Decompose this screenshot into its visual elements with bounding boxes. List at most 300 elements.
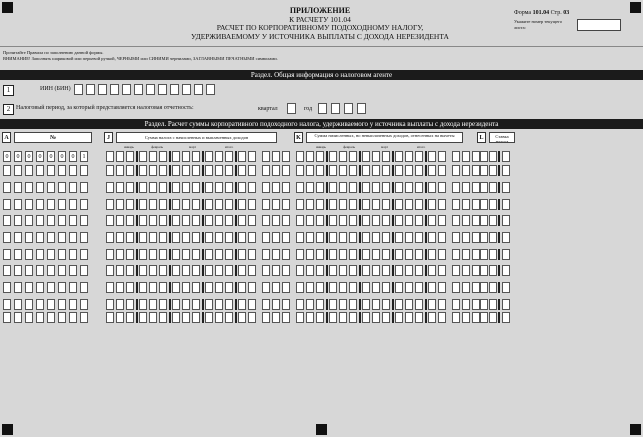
tax-rate-digit[interactable] — [502, 182, 510, 193]
k-amount-digit[interactable] — [349, 151, 357, 162]
iin-bin-digit-box[interactable] — [122, 84, 131, 95]
j-amount-digit[interactable] — [106, 182, 114, 193]
k-amount-digit[interactable] — [372, 165, 380, 176]
k-amount-digit[interactable] — [382, 232, 390, 243]
j-amount-digit[interactable] — [106, 249, 114, 260]
row-number-digit[interactable] — [36, 282, 44, 293]
k-amount-digit[interactable] — [438, 151, 446, 162]
k-amount-digit[interactable] — [339, 151, 347, 162]
j-amount-digit[interactable] — [172, 299, 180, 310]
k-amount-digit[interactable] — [428, 182, 436, 193]
k-amount-digit[interactable] — [452, 249, 460, 260]
j-amount-digit[interactable] — [248, 282, 256, 293]
j-amount-digit[interactable] — [159, 312, 167, 323]
k-amount-digit[interactable] — [339, 165, 347, 176]
j-amount-digit[interactable] — [205, 249, 213, 260]
k-amount-digit[interactable] — [438, 232, 446, 243]
k-amount-digit[interactable] — [428, 312, 436, 323]
j-amount-digit[interactable] — [272, 249, 280, 260]
j-amount-digit[interactable] — [272, 165, 280, 176]
k-amount-digit[interactable] — [362, 249, 370, 260]
k-amount-digit[interactable] — [395, 182, 403, 193]
tax-rate-digit[interactable] — [489, 215, 497, 226]
row-number-digit[interactable] — [58, 299, 66, 310]
tax-rate-digit[interactable] — [489, 249, 497, 260]
j-amount-digit[interactable] — [225, 249, 233, 260]
j-amount-digit[interactable] — [225, 282, 233, 293]
k-amount-digit[interactable] — [316, 182, 324, 193]
j-amount-digit[interactable] — [139, 182, 147, 193]
k-amount-digit[interactable] — [306, 215, 314, 226]
row-number-digit[interactable] — [3, 199, 11, 210]
j-amount-digit[interactable] — [262, 165, 270, 176]
k-amount-digit[interactable] — [349, 282, 357, 293]
row-number-digit[interactable] — [36, 232, 44, 243]
tax-rate-digit[interactable] — [489, 282, 497, 293]
row-number-digit[interactable] — [14, 215, 22, 226]
j-amount-digit[interactable] — [139, 282, 147, 293]
year-input-digit-1[interactable] — [318, 103, 327, 114]
j-amount-digit[interactable] — [126, 199, 134, 210]
k-amount-digit[interactable] — [329, 312, 337, 323]
row-number-digit[interactable] — [3, 265, 11, 276]
j-amount-digit[interactable] — [149, 265, 157, 276]
k-amount-digit[interactable] — [382, 312, 390, 323]
k-amount-digit[interactable] — [472, 182, 480, 193]
row-number-digit[interactable] — [58, 182, 66, 193]
j-amount-digit[interactable] — [238, 215, 246, 226]
j-amount-digit[interactable] — [149, 299, 157, 310]
j-amount-digit[interactable] — [126, 232, 134, 243]
j-amount-digit[interactable] — [172, 312, 180, 323]
k-amount-digit[interactable] — [428, 215, 436, 226]
k-amount-digit[interactable] — [339, 232, 347, 243]
row-number-digit[interactable] — [69, 249, 77, 260]
j-amount-digit[interactable] — [149, 165, 157, 176]
row-number-digit[interactable] — [80, 265, 88, 276]
k-amount-digit[interactable] — [339, 299, 347, 310]
row-number-digit[interactable] — [58, 232, 66, 243]
row-number-digit[interactable] — [69, 265, 77, 276]
k-amount-digit[interactable] — [462, 165, 470, 176]
j-amount-digit[interactable] — [262, 299, 270, 310]
row-number-digit[interactable] — [69, 312, 77, 323]
j-amount-digit[interactable] — [139, 249, 147, 260]
row-number-digit[interactable] — [80, 299, 88, 310]
k-amount-digit[interactable] — [415, 182, 423, 193]
j-amount-digit[interactable] — [116, 165, 124, 176]
row-number-digit[interactable] — [36, 199, 44, 210]
tax-rate-digit[interactable] — [502, 165, 510, 176]
row-number-digit[interactable] — [14, 199, 22, 210]
k-amount-digit[interactable] — [382, 249, 390, 260]
row-number-digit[interactable] — [80, 232, 88, 243]
row-number-digit[interactable] — [3, 299, 11, 310]
j-amount-digit[interactable] — [205, 151, 213, 162]
j-amount-digit[interactable] — [205, 165, 213, 176]
k-amount-digit[interactable] — [415, 312, 423, 323]
k-amount-digit[interactable] — [339, 182, 347, 193]
k-amount-digit[interactable] — [415, 265, 423, 276]
j-amount-digit[interactable] — [116, 182, 124, 193]
k-amount-digit[interactable] — [316, 215, 324, 226]
j-amount-digit[interactable] — [172, 282, 180, 293]
j-amount-digit[interactable] — [205, 182, 213, 193]
k-amount-digit[interactable] — [428, 299, 436, 310]
tax-rate-digit[interactable] — [489, 232, 497, 243]
row-number-digit[interactable] — [69, 199, 77, 210]
k-amount-digit[interactable] — [438, 282, 446, 293]
j-amount-digit[interactable] — [248, 312, 256, 323]
j-amount-digit[interactable] — [282, 215, 290, 226]
k-amount-digit[interactable] — [316, 249, 324, 260]
j-amount-digit[interactable] — [215, 312, 223, 323]
j-amount-digit[interactable] — [272, 199, 280, 210]
row-number-digit[interactable] — [3, 182, 11, 193]
j-amount-digit[interactable] — [205, 199, 213, 210]
j-amount-digit[interactable] — [248, 265, 256, 276]
k-amount-digit[interactable] — [452, 232, 460, 243]
row-number-digit[interactable] — [14, 232, 22, 243]
j-amount-digit[interactable] — [192, 265, 200, 276]
k-amount-digit[interactable] — [415, 232, 423, 243]
tax-rate-digit[interactable] — [480, 215, 488, 226]
j-amount-digit[interactable] — [225, 312, 233, 323]
k-amount-digit[interactable] — [472, 249, 480, 260]
row-number-digit[interactable] — [58, 312, 66, 323]
k-amount-digit[interactable] — [438, 265, 446, 276]
k-amount-digit[interactable] — [472, 299, 480, 310]
row-number-digit[interactable]: 0 — [3, 151, 11, 162]
tax-rate-digit[interactable] — [480, 312, 488, 323]
row-number-digit[interactable] — [80, 312, 88, 323]
k-amount-digit[interactable] — [362, 182, 370, 193]
k-amount-digit[interactable] — [462, 265, 470, 276]
row-number-digit[interactable] — [58, 265, 66, 276]
row-number-digit[interactable] — [3, 232, 11, 243]
j-amount-digit[interactable] — [262, 151, 270, 162]
j-amount-digit[interactable] — [272, 312, 280, 323]
k-amount-digit[interactable] — [472, 151, 480, 162]
tax-rate-digit[interactable] — [502, 299, 510, 310]
j-amount-digit[interactable] — [106, 199, 114, 210]
row-number-digit[interactable] — [58, 199, 66, 210]
j-amount-digit[interactable] — [159, 151, 167, 162]
k-amount-digit[interactable] — [462, 182, 470, 193]
k-amount-digit[interactable] — [349, 312, 357, 323]
row-number-digit[interactable] — [3, 165, 11, 176]
tax-rate-digit[interactable] — [489, 151, 497, 162]
j-amount-digit[interactable] — [272, 215, 280, 226]
j-amount-digit[interactable] — [139, 265, 147, 276]
tax-rate-digit[interactable] — [480, 165, 488, 176]
j-amount-digit[interactable] — [172, 199, 180, 210]
j-amount-digit[interactable] — [192, 215, 200, 226]
row-number-digit[interactable] — [3, 312, 11, 323]
iin-bin-digit-box[interactable] — [170, 84, 179, 95]
tax-rate-digit[interactable] — [480, 232, 488, 243]
j-amount-digit[interactable] — [182, 151, 190, 162]
j-amount-digit[interactable] — [139, 151, 147, 162]
year-input-digit-3[interactable] — [344, 103, 353, 114]
j-amount-digit[interactable] — [282, 299, 290, 310]
k-amount-digit[interactable] — [339, 199, 347, 210]
row-number-digit[interactable] — [58, 165, 66, 176]
row-number-digit[interactable] — [14, 182, 22, 193]
k-amount-digit[interactable] — [296, 249, 304, 260]
k-amount-digit[interactable] — [405, 232, 413, 243]
j-amount-digit[interactable] — [215, 299, 223, 310]
iin-bin-digit-box[interactable] — [182, 84, 191, 95]
j-amount-digit[interactable] — [192, 165, 200, 176]
row-number-digit[interactable] — [25, 182, 33, 193]
j-amount-digit[interactable] — [116, 265, 124, 276]
row-number-digit[interactable]: 1 — [80, 151, 88, 162]
j-amount-digit[interactable] — [159, 299, 167, 310]
k-amount-digit[interactable] — [438, 299, 446, 310]
row-number-digit[interactable] — [80, 199, 88, 210]
tax-rate-digit[interactable] — [489, 199, 497, 210]
j-amount-digit[interactable] — [116, 232, 124, 243]
iin-bin-digit-box[interactable] — [86, 84, 95, 95]
k-amount-digit[interactable] — [372, 151, 380, 162]
j-amount-digit[interactable] — [272, 265, 280, 276]
j-amount-digit[interactable] — [159, 199, 167, 210]
j-amount-digit[interactable] — [248, 199, 256, 210]
j-amount-digit[interactable] — [225, 232, 233, 243]
j-amount-digit[interactable] — [238, 265, 246, 276]
j-amount-digit[interactable] — [172, 249, 180, 260]
k-amount-digit[interactable] — [438, 182, 446, 193]
k-amount-digit[interactable] — [472, 282, 480, 293]
iin-bin-digit-box[interactable] — [146, 84, 155, 95]
k-amount-digit[interactable] — [296, 299, 304, 310]
k-amount-digit[interactable] — [438, 312, 446, 323]
row-number-digit[interactable] — [69, 282, 77, 293]
j-amount-digit[interactable] — [272, 182, 280, 193]
tax-rate-digit[interactable] — [489, 182, 497, 193]
tax-rate-digit[interactable] — [502, 151, 510, 162]
k-amount-digit[interactable] — [405, 282, 413, 293]
k-amount-digit[interactable] — [349, 199, 357, 210]
j-amount-digit[interactable] — [215, 199, 223, 210]
row-number-digit[interactable]: 0 — [58, 151, 66, 162]
k-amount-digit[interactable] — [405, 199, 413, 210]
k-amount-digit[interactable] — [382, 165, 390, 176]
row-number-digit[interactable] — [25, 312, 33, 323]
k-amount-digit[interactable] — [462, 151, 470, 162]
j-amount-digit[interactable] — [182, 165, 190, 176]
k-amount-digit[interactable] — [329, 215, 337, 226]
row-number-digit[interactable] — [47, 282, 55, 293]
j-amount-digit[interactable] — [182, 232, 190, 243]
k-amount-digit[interactable] — [382, 215, 390, 226]
k-amount-digit[interactable] — [382, 299, 390, 310]
k-amount-digit[interactable] — [306, 299, 314, 310]
j-amount-digit[interactable] — [139, 165, 147, 176]
row-number-digit[interactable] — [69, 232, 77, 243]
k-amount-digit[interactable] — [316, 299, 324, 310]
k-amount-digit[interactable] — [382, 151, 390, 162]
k-amount-digit[interactable] — [349, 165, 357, 176]
k-amount-digit[interactable] — [306, 182, 314, 193]
k-amount-digit[interactable] — [415, 151, 423, 162]
k-amount-digit[interactable] — [306, 312, 314, 323]
k-amount-digit[interactable] — [349, 299, 357, 310]
k-amount-digit[interactable] — [316, 199, 324, 210]
j-amount-digit[interactable] — [262, 249, 270, 260]
k-amount-digit[interactable] — [372, 312, 380, 323]
k-amount-digit[interactable] — [438, 249, 446, 260]
j-amount-digit[interactable] — [272, 299, 280, 310]
k-amount-digit[interactable] — [395, 232, 403, 243]
k-amount-digit[interactable] — [405, 249, 413, 260]
iin-bin-digit-box[interactable] — [206, 84, 215, 95]
j-amount-digit[interactable] — [126, 182, 134, 193]
row-number-digit[interactable] — [47, 165, 55, 176]
k-amount-digit[interactable] — [462, 282, 470, 293]
j-amount-digit[interactable] — [225, 299, 233, 310]
j-amount-digit[interactable] — [139, 312, 147, 323]
iin-bin-digit-box[interactable] — [134, 84, 143, 95]
j-amount-digit[interactable] — [159, 249, 167, 260]
j-amount-digit[interactable] — [215, 165, 223, 176]
j-amount-digit[interactable] — [159, 215, 167, 226]
k-amount-digit[interactable] — [329, 232, 337, 243]
j-amount-digit[interactable] — [182, 282, 190, 293]
k-amount-digit[interactable] — [438, 215, 446, 226]
k-amount-digit[interactable] — [296, 151, 304, 162]
j-amount-digit[interactable] — [225, 165, 233, 176]
k-amount-digit[interactable] — [372, 299, 380, 310]
k-amount-digit[interactable] — [329, 182, 337, 193]
sheet-number-input[interactable] — [577, 19, 621, 31]
j-amount-digit[interactable] — [106, 265, 114, 276]
k-amount-digit[interactable] — [395, 299, 403, 310]
k-amount-digit[interactable] — [405, 299, 413, 310]
k-amount-digit[interactable] — [395, 312, 403, 323]
j-amount-digit[interactable] — [282, 232, 290, 243]
k-amount-digit[interactable] — [438, 199, 446, 210]
j-amount-digit[interactable] — [149, 282, 157, 293]
tax-rate-digit[interactable] — [480, 265, 488, 276]
k-amount-digit[interactable] — [306, 199, 314, 210]
tax-rate-digit[interactable] — [502, 199, 510, 210]
k-amount-digit[interactable] — [372, 265, 380, 276]
j-amount-digit[interactable] — [225, 215, 233, 226]
j-amount-digit[interactable] — [116, 215, 124, 226]
k-amount-digit[interactable] — [462, 249, 470, 260]
k-amount-digit[interactable] — [452, 215, 460, 226]
j-amount-digit[interactable] — [182, 299, 190, 310]
k-amount-digit[interactable] — [462, 199, 470, 210]
k-amount-digit[interactable] — [472, 312, 480, 323]
k-amount-digit[interactable] — [395, 165, 403, 176]
k-amount-digit[interactable] — [452, 282, 460, 293]
k-amount-digit[interactable] — [415, 165, 423, 176]
j-amount-digit[interactable] — [238, 249, 246, 260]
row-number-digit[interactable] — [47, 199, 55, 210]
k-amount-digit[interactable] — [306, 151, 314, 162]
tax-rate-digit[interactable] — [480, 199, 488, 210]
j-amount-digit[interactable] — [248, 249, 256, 260]
j-amount-digit[interactable] — [106, 232, 114, 243]
k-amount-digit[interactable] — [428, 232, 436, 243]
k-amount-digit[interactable] — [462, 232, 470, 243]
row-number-digit[interactable] — [80, 165, 88, 176]
row-number-digit[interactable] — [3, 282, 11, 293]
tax-rate-digit[interactable] — [489, 165, 497, 176]
tax-rate-digit[interactable] — [502, 282, 510, 293]
tax-rate-digit[interactable] — [502, 312, 510, 323]
j-amount-digit[interactable] — [149, 232, 157, 243]
j-amount-digit[interactable] — [225, 199, 233, 210]
k-amount-digit[interactable] — [316, 265, 324, 276]
tax-rate-digit[interactable] — [480, 249, 488, 260]
j-amount-digit[interactable] — [126, 165, 134, 176]
k-amount-digit[interactable] — [462, 215, 470, 226]
j-amount-digit[interactable] — [282, 312, 290, 323]
row-number-digit[interactable]: 0 — [47, 151, 55, 162]
k-amount-digit[interactable] — [405, 265, 413, 276]
row-number-digit[interactable] — [47, 215, 55, 226]
row-number-digit[interactable] — [3, 249, 11, 260]
k-amount-digit[interactable] — [395, 215, 403, 226]
j-amount-digit[interactable] — [205, 282, 213, 293]
j-amount-digit[interactable] — [126, 282, 134, 293]
row-number-digit[interactable] — [80, 282, 88, 293]
k-amount-digit[interactable] — [329, 299, 337, 310]
j-amount-digit[interactable] — [248, 299, 256, 310]
j-amount-digit[interactable] — [116, 299, 124, 310]
k-amount-digit[interactable] — [372, 199, 380, 210]
j-amount-digit[interactable] — [139, 199, 147, 210]
quarter-input[interactable] — [287, 103, 296, 114]
k-amount-digit[interactable] — [306, 249, 314, 260]
row-number-digit[interactable] — [58, 215, 66, 226]
j-amount-digit[interactable] — [215, 265, 223, 276]
j-amount-digit[interactable] — [248, 232, 256, 243]
j-amount-digit[interactable] — [272, 151, 280, 162]
row-number-digit[interactable] — [47, 232, 55, 243]
j-amount-digit[interactable] — [172, 182, 180, 193]
j-amount-digit[interactable] — [205, 215, 213, 226]
j-amount-digit[interactable] — [192, 151, 200, 162]
row-number-digit[interactable] — [69, 215, 77, 226]
tax-rate-digit[interactable] — [502, 215, 510, 226]
k-amount-digit[interactable] — [316, 312, 324, 323]
k-amount-digit[interactable] — [452, 151, 460, 162]
j-amount-digit[interactable] — [215, 249, 223, 260]
tax-rate-digit[interactable] — [489, 312, 497, 323]
j-amount-digit[interactable] — [215, 151, 223, 162]
row-number-digit[interactable] — [80, 249, 88, 260]
k-amount-digit[interactable] — [349, 232, 357, 243]
row-number-digit[interactable] — [36, 265, 44, 276]
k-amount-digit[interactable] — [316, 165, 324, 176]
j-amount-digit[interactable] — [262, 182, 270, 193]
tax-rate-digit[interactable] — [502, 249, 510, 260]
j-amount-digit[interactable] — [282, 199, 290, 210]
k-amount-digit[interactable] — [349, 265, 357, 276]
k-amount-digit[interactable] — [405, 165, 413, 176]
iin-bin-digit-box[interactable] — [98, 84, 107, 95]
k-amount-digit[interactable] — [405, 215, 413, 226]
k-amount-digit[interactable] — [372, 232, 380, 243]
j-amount-digit[interactable] — [126, 299, 134, 310]
k-amount-digit[interactable] — [329, 249, 337, 260]
j-amount-digit[interactable] — [182, 199, 190, 210]
